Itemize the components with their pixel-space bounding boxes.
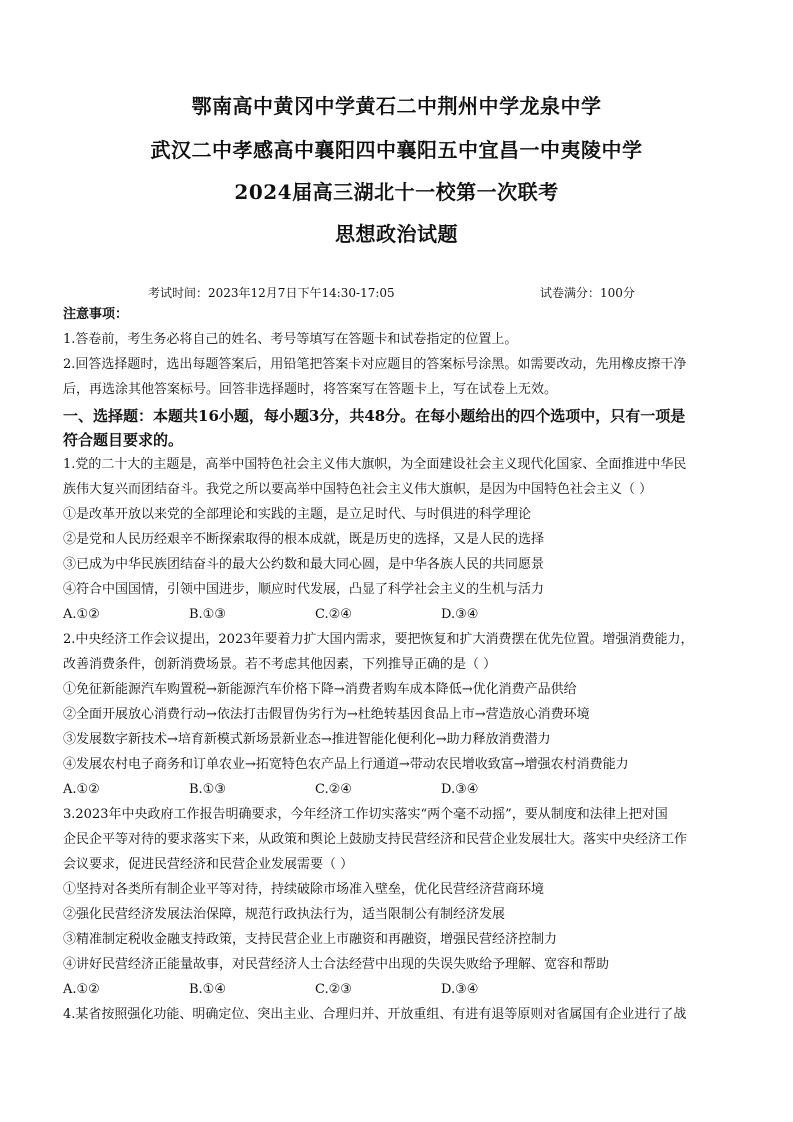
notice-line: 2.回答选择题时，选出每题答案后，用铅笔把答案卡对应题目的答案标号涂黑。如需要改动，先用橡皮擦干净 bbox=[63, 357, 687, 372]
question-3-stem: 3.2023年中央政府工作报告明确要求，今年经济工作切实落实“两个毫不动摇”，要从制度和法律上把对国 bbox=[63, 807, 668, 822]
option-c: C.②④ bbox=[315, 782, 352, 797]
question-3-item: ③精准制定税收金融支持政策，支持民营企业上市融资和再融资，增强民营经济控制力 bbox=[63, 932, 558, 947]
option-d: D.③④ bbox=[441, 982, 479, 997]
section-heading: 符合题目要求的。 bbox=[63, 431, 184, 449]
question-2-item: ③发展数字新技术→培育新模式新场景新业态→推进智能化便利化→助力释放消费潜力 bbox=[63, 732, 551, 747]
option-a: A.①② bbox=[63, 607, 100, 622]
question-1-stem: 1.党的二十大的主题是，高举中国特色社会主义伟大旗帜，为全面建设社会主义现代化国家、全面推进中华民 bbox=[63, 457, 687, 472]
question-3-item: ①坚持对各类所有制企业平等对待，持续破除市场准入壁垒，优化民营经济营商环境 bbox=[63, 882, 545, 897]
school-list-line-1: 鄂南高中黄冈中学黄石二中荆州中学龙泉中学 bbox=[191, 94, 602, 118]
option-b: B.①③ bbox=[189, 607, 226, 622]
notice-line: 后，再选涂其他答案标号。回答非选择题时，将答案写在答题卡上，写在试卷上无效。 bbox=[63, 382, 558, 397]
question-4-stem: 4.某省按照强化功能、明确定位、突出主业、合理归并、开放重组、有进有退等原则对省属国有企业进行了战 bbox=[63, 1007, 687, 1022]
option-b: B.①④ bbox=[189, 982, 226, 997]
exam-time: 考试时间：2023年12月7日下午14:30-17:05 bbox=[148, 286, 395, 300]
section-heading: 一、选择题：本题共16小题，每小题3分，共48分。在每小题给出的四个选项中，只有一项是 bbox=[63, 407, 686, 425]
question-2-stem: 改善消费条件，创新消费场景。若不考虑其他因素，下列推导正确的是（ ） bbox=[63, 657, 497, 672]
question-2-stem: 2.中央经济工作会议提出，2023年要着力扩大国内需求，要把恢复和扩大消费摆在优先位置。增强消费能力， bbox=[63, 632, 694, 647]
notice-line: 1.答卷前，考生务必将自己的姓名、考号等填写在答题卡和试卷指定的位置上。 bbox=[63, 332, 518, 347]
school-list-line-2: 武汉二中孝感高中襄阳四中襄阳五中宜昌一中夷陵中学 bbox=[150, 138, 643, 162]
subject-title: 思想政治试题 bbox=[335, 222, 458, 246]
question-1-item: ③已成为中华民族团结奋斗的最大公约数和最大同心圆，是中华各族人民的共同愿景 bbox=[63, 557, 545, 572]
option-d: D.③④ bbox=[441, 782, 479, 797]
option-d: D.③④ bbox=[441, 607, 479, 622]
question-2-item: ①免征新能源汽车购置税→新能源汽车价格下降→消费者购车成本降低→优化消费产品供给 bbox=[63, 682, 577, 697]
option-b: B.①③ bbox=[189, 782, 226, 797]
notice-heading: 注意事项： bbox=[63, 307, 129, 322]
question-1-item: ②是党和人民历经艰辛不断探索取得的根本成就，既是历史的选择，又是人民的选择 bbox=[63, 532, 545, 547]
question-1-stem: 族伟大复兴而团结奋斗。我党之所以要高举中国特色社会主义伟大旗帜，是因为中国特色社会主义（ ） bbox=[63, 482, 653, 497]
question-2-item: ④发展农村电子商务和订单农业→拓宽特色农产品上行通道→带动农民增收致富→增强农村消费能力 bbox=[63, 757, 629, 772]
exam-title: 2024届高三湖北十一校第一次联考 bbox=[234, 180, 559, 204]
question-3-item: ④讲好民营经济正能量故事，对民营经济人士合法经营中出现的失误失败给予理解、宽容和帮助 bbox=[63, 957, 610, 972]
option-c: C.②③ bbox=[315, 982, 352, 997]
question-1-item: ①是改革开放以来党的全部理论和实践的主题，是立足时代、与时俱进的科学理论 bbox=[63, 507, 532, 522]
question-3-stem: 企民企平等对待的要求落实下来，从政策和舆论上鼓励支持民营经济和民营企业发展壮大。落实中央经济工作 bbox=[63, 832, 688, 847]
question-1-item: ④符合中国国情，引领中国进步，顺应时代发展，凸显了科学社会主义的生机与活力 bbox=[63, 582, 545, 597]
option-c: C.②④ bbox=[315, 607, 352, 622]
option-a: A.①② bbox=[63, 782, 100, 797]
full-score: 试卷满分：100分 bbox=[540, 286, 635, 300]
question-2-item: ②全面开展放心消费行动→依法打击假冒伪劣行为→杜绝转基因食品上市→营造放心消费环境 bbox=[63, 707, 590, 722]
question-3-item: ②强化民营经济发展法治保障，规范行政执法行为，适当限制公有制经济发展 bbox=[63, 907, 506, 922]
option-a: A.①② bbox=[63, 982, 100, 997]
question-3-stem: 会议要求，促进民营经济和民营企业发展需要（ ） bbox=[63, 857, 354, 872]
